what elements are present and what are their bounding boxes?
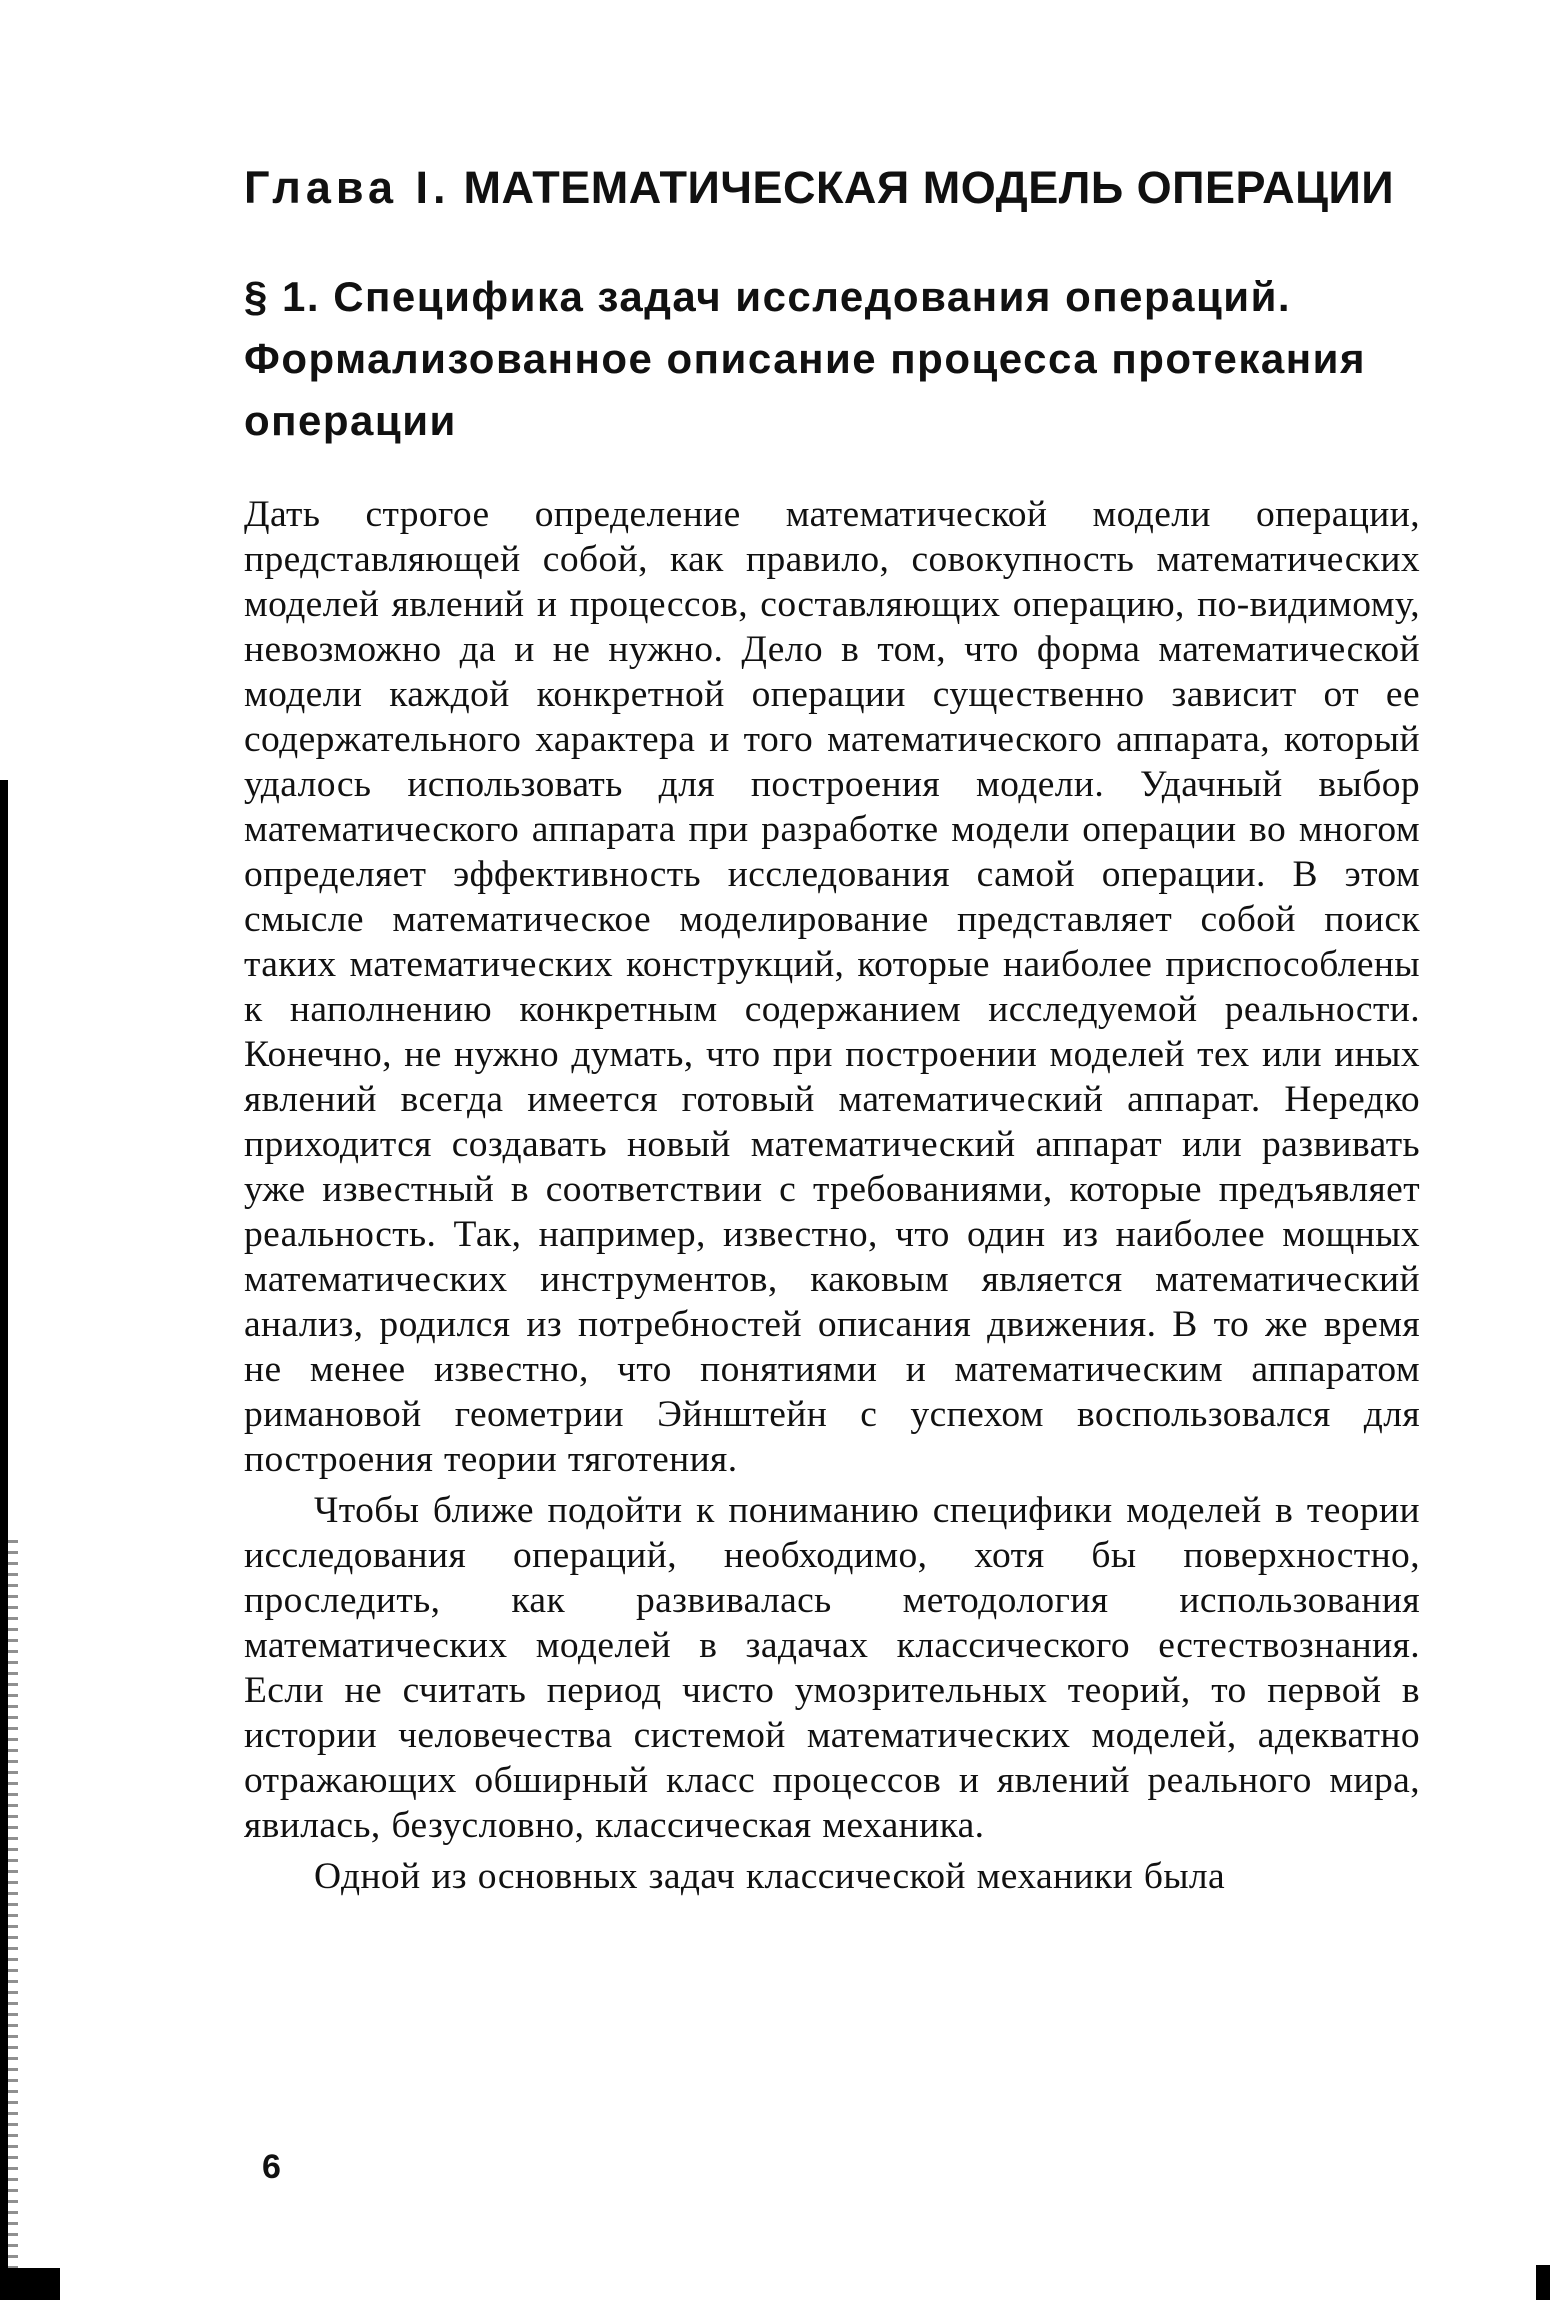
chapter-heading xyxy=(244,158,1420,218)
paragraph-1: Дать строгое определение математической модели операции, представляющей собой, как правило, совокупность математических моделей явлений и процессов, составляющих операцию, по-видимому, невозможно да и не нужно. Дело в том, что форма математической модели каждой конкретной операции существенно зависит от ее содержательного характера и того математического аппарата, который удалось использовать для построения модели. Удачный выбор математического аппарата при разработке модели операции во многом определяет эффективность исследования самой операции. В этом смысле математическое моделирование представляет собой поиск таких математических конструкций, которые наиболее приспособлены к наполнению конкретным содержанием исследуемой реальности. Конечно, не нужно думать, что при построении моделей тех или иных явлений всегда имеется готовый математический аппарат. Нередко приходится создавать новый математический аппарат или развивать уже известный в соответствии с требованиями, которые предъявляет реальность. Так, например, известно, что один из наиболее мощных математических инструментов, каковым является математический анализ, родился из потребностей описания движения. В то же время не менее известно, что понятиями и математическим аппаратом римановой геометрии Эйнштейн с успехом воспользовался для построения теории тяготения. xyxy=(244,494,1420,1480)
page-number: 6 xyxy=(262,2148,281,2186)
scan-shadow-bottom xyxy=(0,2268,60,2300)
chapter-title: МАТЕМАТИЧЕСКАЯ МОДЕЛЬ ОПЕРАЦИИ xyxy=(463,162,1395,213)
paragraph-2: Чтобы ближе подойти к пониманию специфики моделей в теории исследования операций, необходимо, хотя бы поверхностно, проследить, как развивалась методология использования математических моделей в задачах классического естествознания. Если не считать период чисто умозрительных теорий, то первой в истории человечества системой математических моделей, адекватно отражающих обширный класс процессов и явлений реального мира, явилась, безусловно, классическая механика. xyxy=(244,1490,1420,1846)
scan-binding-marks xyxy=(8,1540,18,2300)
chapter-prefix: Глава I. xyxy=(244,162,451,213)
section-heading: § 1. Специфика задач исследования операций. Формализованное описание процесса протекания операции xyxy=(244,273,1366,444)
scan-shadow-corner xyxy=(1536,2265,1550,2300)
paragraph-3: Одной из основных задач классической механики была xyxy=(314,1856,1226,1897)
page-content xyxy=(244,158,1420,1899)
scan-shadow-left xyxy=(0,780,8,2300)
